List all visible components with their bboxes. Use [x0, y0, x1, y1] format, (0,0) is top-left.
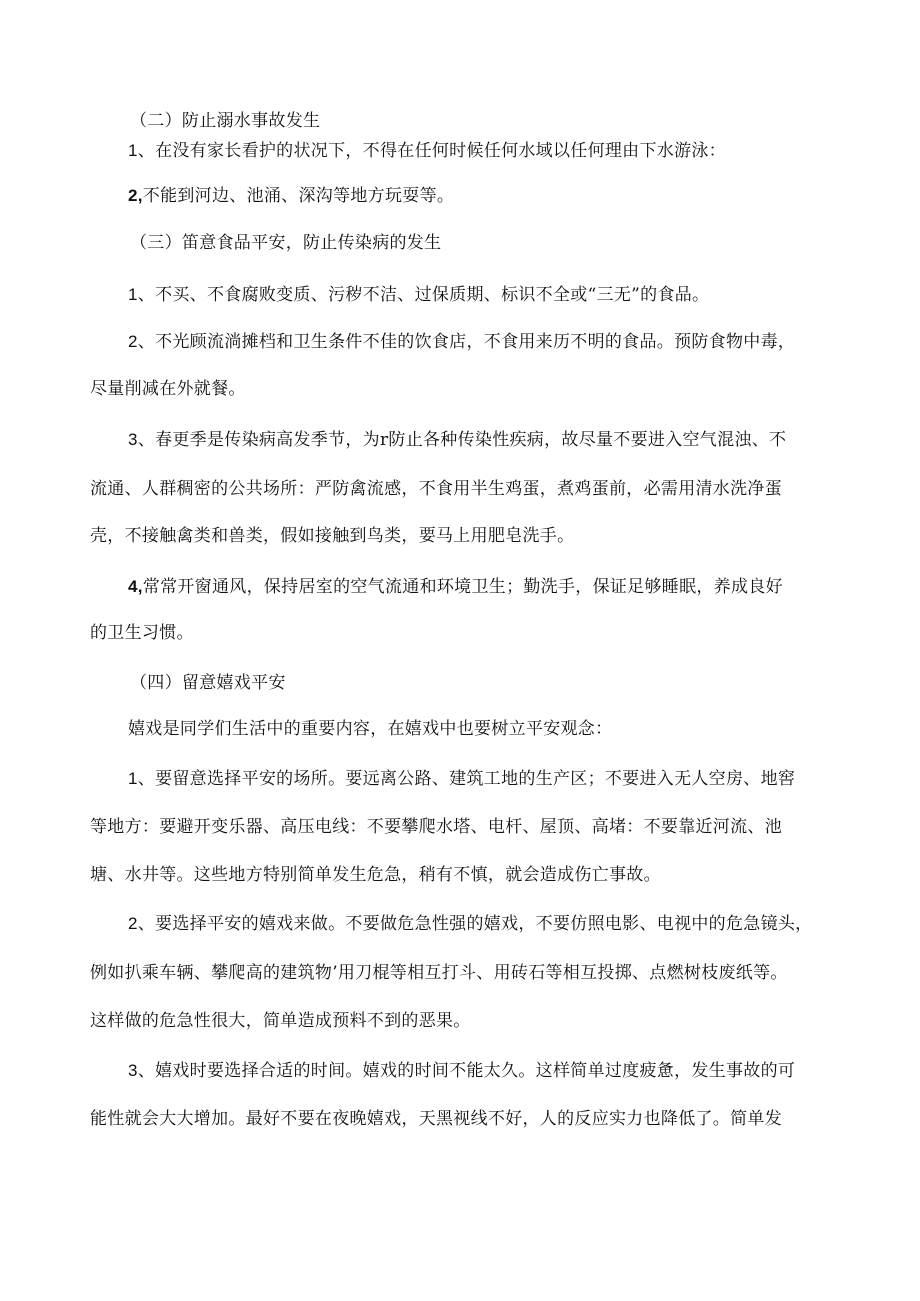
paragraph-s3-item3-line1 [128, 429, 786, 451]
item-text: 不能到河边、池涌、深沟等地方玩耍等。 [142, 186, 455, 206]
paragraph-s4-item2-line3: 这样做的危急性很大，简单造成预料不到的恶果。 [90, 1011, 471, 1031]
paragraph-s3-item4-line2: 的卫生习惯。 [90, 623, 194, 643]
paragraph-s4-item1-line2: 等地方：要避开变乐器、高压电线：不要攀爬水塔、电杆、屋顶、高堵：不要靠近河流、池 [90, 817, 782, 837]
paragraph-s3-item2-line2: 尽量削减在外就餐。 [90, 379, 246, 399]
paragraph-s3-item1 [128, 284, 709, 306]
section-heading-3: （三）笛意食品平安，防止传染病的发生 [130, 233, 442, 253]
paragraph-s3-item4-line1 [128, 576, 783, 598]
item-text: 常常开窗通风，保持居室的空气流通和环境卫生；勤洗手，保证足够睡眠，养成良好 [142, 577, 783, 597]
item-text: 、不光顾流淌摊档和卫生条件不佳的饮食店，不食用来历不明的食品。预防食物中毒， [137, 332, 796, 352]
item-text: 、春更季是传染病高发季节，为r防止各种传染性疾病，故尽量不要进入空气混浊、不 [137, 430, 787, 450]
paragraph-s3-item3-line2: 流通、人群稠密的公共场所：严防禽流感，不食用半生鸡蛋，煮鸡蛋前，必需用清水洗净蛋 [90, 479, 782, 499]
paragraph-s4-item1-line3: 塘、水井等。这些地方特别简单发生危急，稍有不慎，就会造成伤亡事故。 [90, 865, 661, 885]
paragraph-s3-item3-line3: 壳，不接触禽类和兽类，假如接触到鸟类，要马上用肥皂洗手。 [90, 526, 575, 546]
item-number: 2 [128, 914, 138, 933]
item-text: 、要选择平安的嬉戏来做。不要做危急性强的嬉戏，不要仿照电影、电视中的危急镜头， [137, 914, 813, 934]
item-text: 、嬉戏时要选择合适的时间。嬉戏的时间不能太久。这样简单过度疲惫，发生事故的可 [137, 1061, 796, 1081]
item-number: 3 [128, 1061, 138, 1080]
item-text: 、要留意选择平安的场所。要远离公路、建筑工地的生产区；不要进入无人空房、地窖 [137, 769, 796, 789]
paragraph-s4-item1-line1 [128, 768, 795, 790]
paragraph-s4-item2-line1 [128, 913, 812, 935]
item-number: 2, [128, 186, 143, 205]
item-text: 、不买、不食腐败变质、污秽不洁、过保质期、标识不全或“三无”的食品。 [137, 285, 710, 305]
paragraph-s4-item3-line2: 能性就会大大增加。最好不要在夜晚嬉戏，天黑视线不好，人的反应实力也降低了。简单发 [90, 1109, 782, 1129]
item-text: 、在没有家长看护的状况下，不得在任何时候任何水域以任何理由下水游泳： [137, 141, 726, 161]
paragraph-s3-item2-line1 [128, 331, 795, 353]
paragraph-s4-item2-line2: 例如扒乘车辆、攀爬高的建筑物’用刀棍等相互打斗、用砖石等相互投掷、点燃树枝废纸等。 [90, 963, 788, 983]
paragraph-s2-item2 [128, 185, 454, 207]
paragraph-s2-item1 [128, 140, 726, 162]
section-heading-4: （四）留意嬉戏平安 [130, 673, 286, 693]
item-number: 2 [128, 332, 138, 351]
paragraph-s4-item3-line1 [128, 1060, 795, 1082]
item-number: 1 [128, 141, 138, 160]
section-heading-2: （二）防止溺水事故发生 [130, 111, 321, 131]
item-number: 4, [128, 577, 143, 596]
item-number: 3 [128, 430, 138, 449]
item-number: 1 [128, 285, 138, 304]
item-number: 1 [128, 769, 138, 788]
paragraph-s4-intro: 嬉戏是同学们生活中的重要内容，在嬉戏中也要树立平安观念： [128, 719, 613, 739]
